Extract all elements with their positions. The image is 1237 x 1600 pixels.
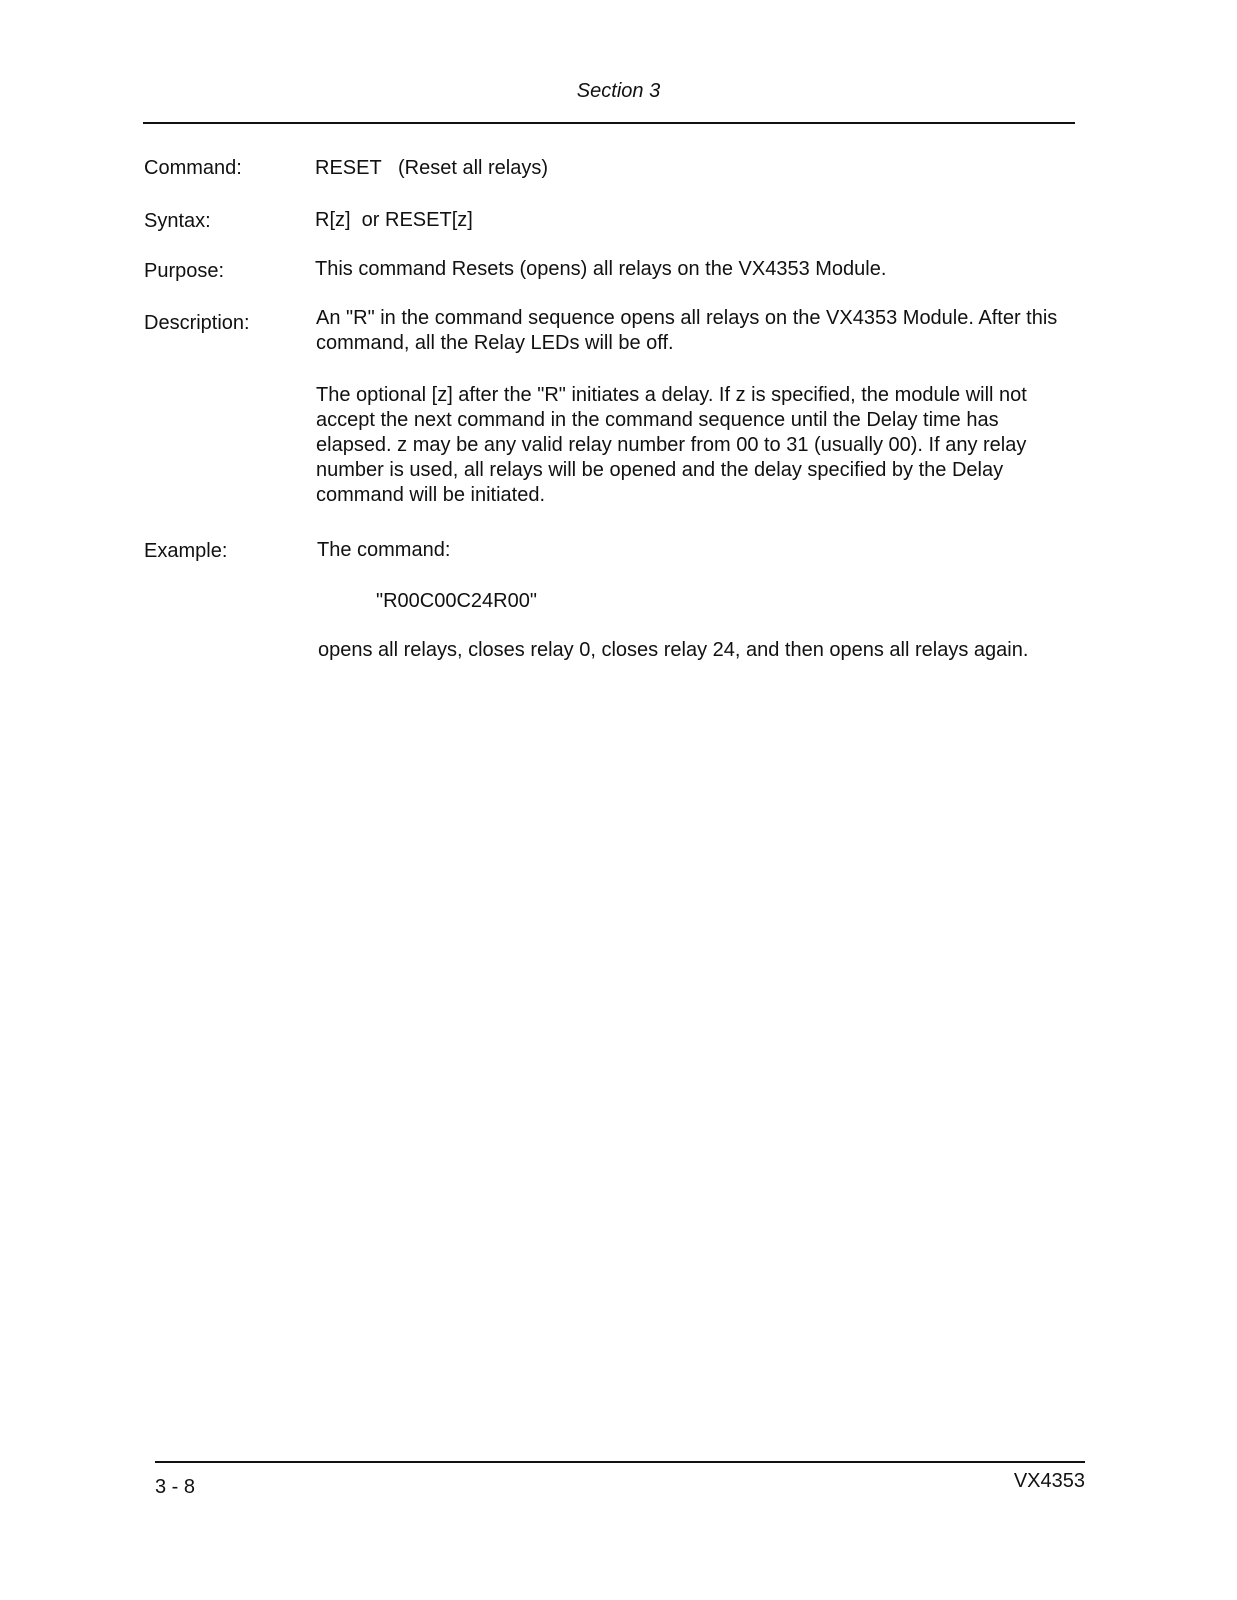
example-result: opens all relays, closes relay 0, closes relay 24, and then opens all relays again. [318, 639, 1029, 661]
purpose-value: This command Resets (opens) all relays on the VX4353 Module. [315, 258, 887, 280]
example-intro: The command: [317, 539, 451, 561]
product-name: VX4353 [1013, 1470, 1085, 1492]
example-label: Example: [144, 540, 228, 562]
section-header: Section 3 [576, 80, 661, 102]
command-value: RESET (Reset all relays) [315, 157, 549, 179]
purpose-label: Purpose: [144, 260, 225, 282]
description-paragraph-1: An "R" in the command sequence opens all relays on the VX4353 Module. After this command, all the Relay LEDs will be off. [316, 307, 1058, 354]
footer-divider [155, 1461, 1085, 1463]
syntax-value: R[z] or RESET[z] [315, 209, 473, 231]
example-code: "R00C00C24R00" [376, 590, 537, 612]
description-paragraph-2: The optional [z] after the "R" initiates a delay. If z is specified, the module will not accept the next command in the command sequence until the Delay time has elapsed. z may be any valid relay number from 00 to 31 (usually 00). If any relay number is used, all relays will be opened and the delay specified by the Delay command will be initiated. [316, 384, 1027, 506]
syntax-label: Syntax: [144, 210, 211, 232]
page-number: 3 - 8 [155, 1476, 196, 1498]
command-label: Command: [144, 157, 242, 179]
description-label: Description: [144, 312, 250, 334]
header-divider [143, 122, 1075, 124]
